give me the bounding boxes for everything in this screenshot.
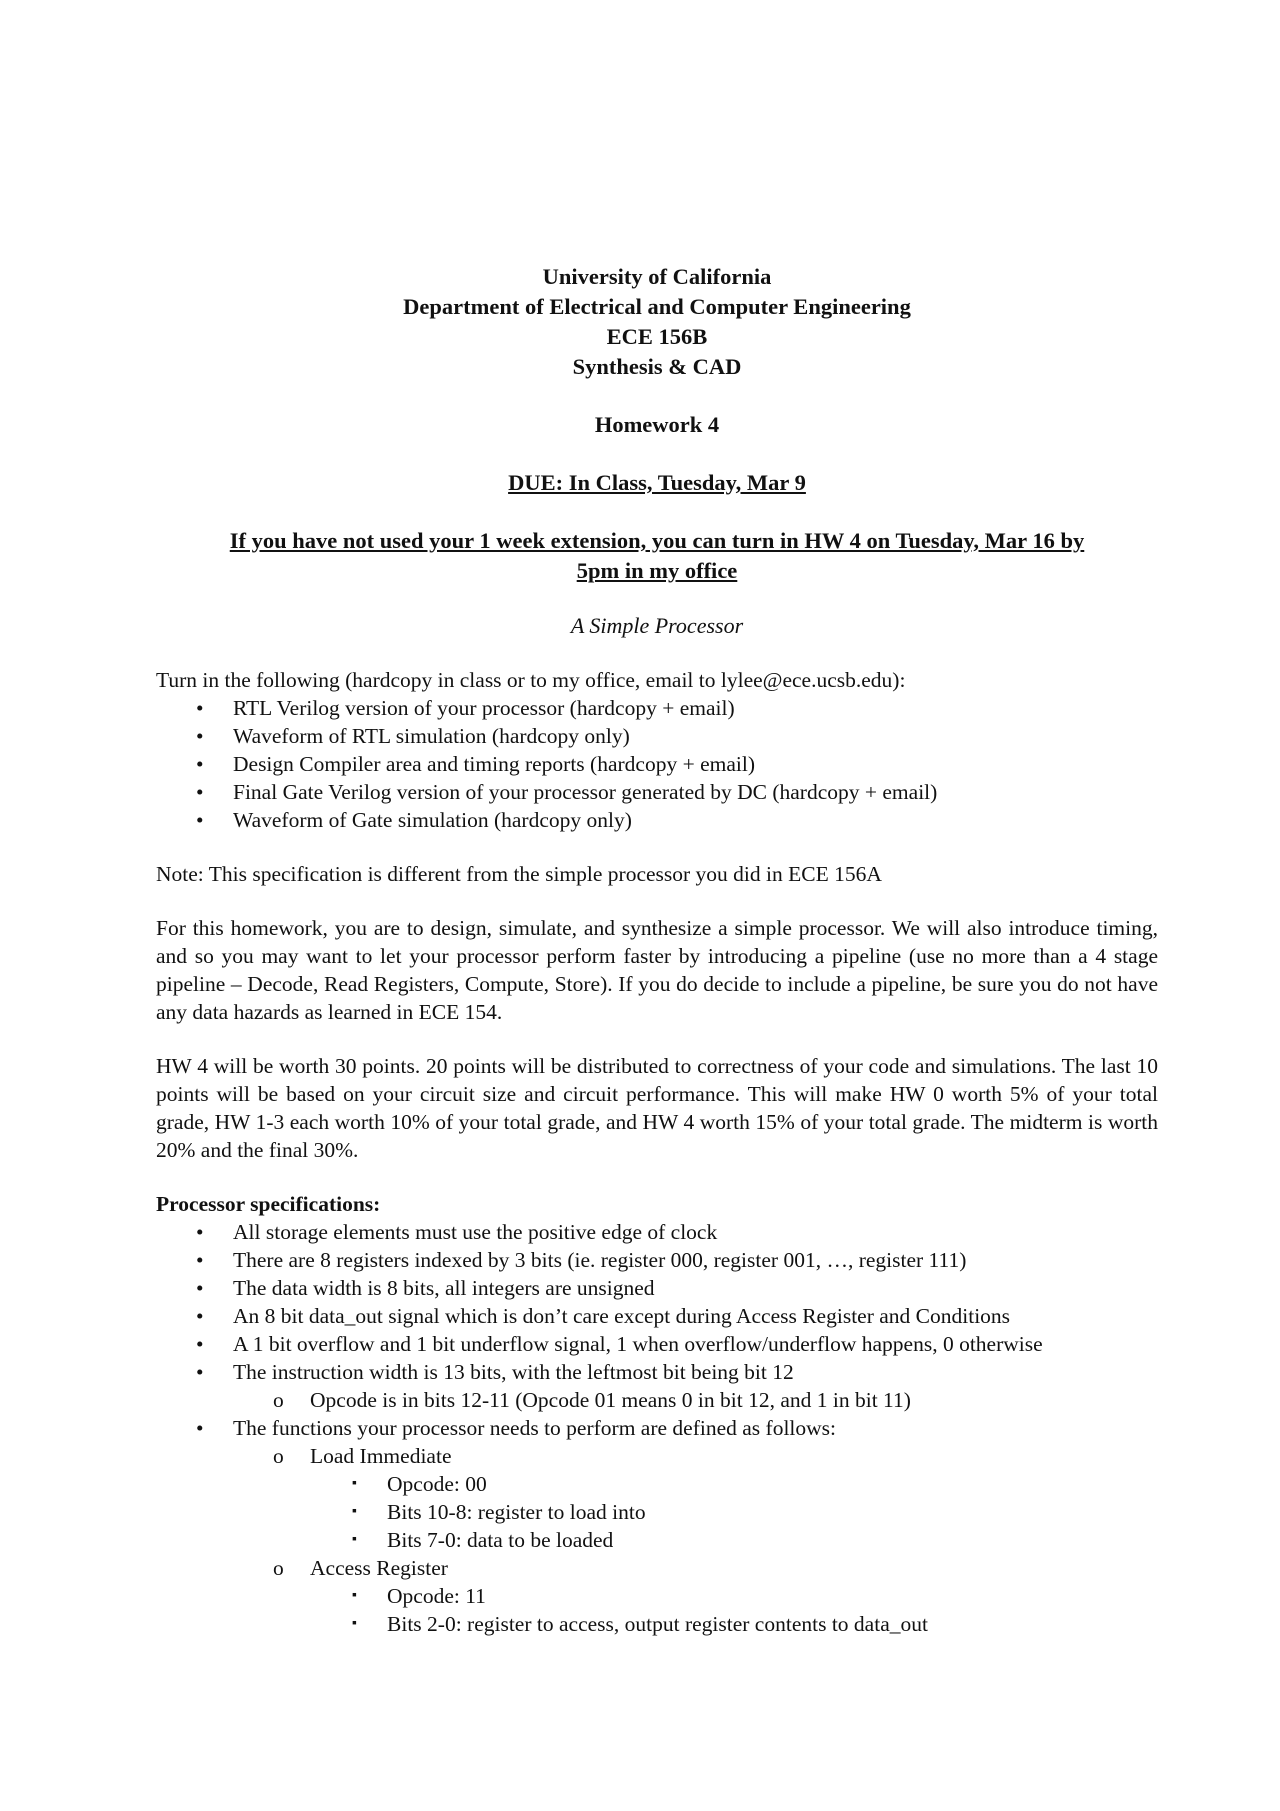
list-item: ▪ Opcode: 00 [352,1472,487,1496]
extension-notice-line-2: 5pm in my office [576,558,738,583]
square-bullet-glyph: ▪ [352,1588,357,1603]
list-item: • RTL Verilog version of your processor (hardcopy + email) [196,696,735,720]
square-bullet-glyph: ▪ [352,1532,357,1547]
bullet-glyph: • [196,808,204,832]
square-bullet-glyph: ▪ [352,1504,357,1519]
bullet-glyph: • [196,780,204,804]
bullet-glyph: • [196,1304,204,1328]
design-paragraph: For this homework, you are to design, simulate, and synthesize a simple processor. We will also introduce timing, and so you may want to let your processor perform faster by introducing a pipeline (use no more than a 4 stage pipeline – Decode, Read Registers, Compute, Store). If you do decide to include a pipeline, be sure you do not have any data hazards as learned in ECE 154. [156,916,1158,1024]
bullet-glyph: • [196,1332,204,1356]
department-name: Department of Electrical and Computer Engineering [403,294,911,319]
bullet-glyph: • [196,1276,204,1300]
list-item: • Waveform of RTL simulation (hardcopy only) [196,724,630,748]
extension-notice-line-1: If you have not used your 1 week extension, you can turn in HW 4 on Tuesday, Mar 16 by [229,528,1085,553]
list-item: • An 8 bit data_out signal which is don’t care except during Access Register and Conditions [196,1304,1011,1328]
list-item: • The functions your processor needs to perform are defined as follows: o Load Immediate ▪ Opcode: 00 ▪ Bits 10-8: register to load into ▪ Bits 7-0: data to be loaded o Access Register ▪ Opcode: 11 ▪ Bits 2-0: register to access, output register contents to data_out [156,1414,1158,1638]
turnin-intro: Turn in the following (hardcopy in class or to my office, email to lylee@ece.ucsb.edu): [156,668,906,692]
list-item: o Opcode is in bits 12-11 (Opcode 01 means 0 in bit 12, and 1 in bit 11) [273,1388,911,1412]
function-load-immediate: o Load Immediate ▪ Opcode: 00 ▪ Bits 10-8: register to load into ▪ Bits 7-0: data to be loaded [233,1442,1158,1554]
bullet-glyph: • [196,1416,204,1440]
list-item: ▪ Bits 10-8: register to load into [352,1500,646,1524]
spacer [156,640,1158,666]
document-subtitle: A Simple Processor [570,613,744,638]
homework-document [156,262,1158,1638]
spacer [156,834,1158,860]
square-bullet-glyph: ▪ [352,1476,357,1491]
list-item: • The instruction width is 13 bits, with the leftmost bit being bit 12 o Opcode is in bits 12-11 (Opcode 01 means 0 in bit 12, and 1 in bit 11) [156,1358,1158,1414]
bullet-glyph: • [196,752,204,776]
spacer [156,382,1158,410]
turnin-list [156,694,1158,834]
homework-title: Homework 4 [594,412,720,437]
functions-sublist [233,1442,1158,1638]
due-date: DUE: In Class, Tuesday, Mar 9 [508,470,806,495]
load-immediate-details [310,1470,1158,1554]
list-item: ▪ Bits 2-0: register to access, output register contents to data_out [352,1612,928,1636]
spacer [156,1026,1158,1052]
list-item: • A 1 bit overflow and 1 bit underflow signal, 1 when overflow/underflow happens, 0 otherwise [196,1332,1043,1356]
bullet-glyph: • [196,1360,204,1384]
university-name: University of California [542,264,772,289]
spacer [156,888,1158,914]
list-item: • Design Compiler area and timing reports (hardcopy + email) [196,752,755,776]
list-item: ▪ Opcode: 11 [352,1584,486,1608]
specs-heading: Processor specifications: [156,1192,381,1216]
sub-bullet-glyph: o [273,1556,284,1580]
list-item: • All storage elements must use the positive edge of clock [196,1220,718,1244]
list-item: • Waveform of Gate simulation (hardcopy only) [196,808,632,832]
spacer [156,498,1158,526]
specs-list [156,1218,1158,1638]
course-title: Synthesis & CAD [572,354,742,379]
specification-note: Note: This specification is different from the simple processor you did in ECE 156A [156,862,882,886]
list-item: • Final Gate Verilog version of your processor generated by DC (hardcopy + email) [196,780,938,804]
access-register-details [310,1582,1158,1638]
bullet-glyph: • [196,696,204,720]
bullet-glyph: • [196,1220,204,1244]
spacer [156,440,1158,468]
spacer [156,586,1158,612]
spacer [156,1164,1158,1190]
opcode-sublist [233,1386,1158,1414]
list-item: • There are 8 registers indexed by 3 bits (ie. register 000, register 001, …, register 111) [196,1248,967,1272]
bullet-glyph: • [196,1248,204,1272]
grading-paragraph: HW 4 will be worth 30 points. 20 points will be distributed to correctness of your code and simulations. The last 10 points will be based on your circuit size and circuit performance. This will make HW 0 worth 5% of your total grade, HW 1-3 each worth 10% of your total grade, and HW 4 worth 15% of your total grade. The midterm is worth 20% and the final 30%. [156,1054,1158,1162]
function-access-register: o Access Register ▪ Opcode: 11 ▪ Bits 2-0: register to access, output register contents to data_out [233,1554,1158,1638]
sub-bullet-glyph: o [273,1388,284,1412]
bullet-glyph: • [196,724,204,748]
course-number: ECE 156B [606,324,708,349]
list-item: • The data width is 8 bits, all integers are unsigned [196,1276,655,1300]
square-bullet-glyph: ▪ [352,1616,357,1631]
sub-bullet-glyph: o [273,1444,284,1468]
document-header [156,262,1158,586]
list-item: ▪ Bits 7-0: data to be loaded [352,1528,614,1552]
